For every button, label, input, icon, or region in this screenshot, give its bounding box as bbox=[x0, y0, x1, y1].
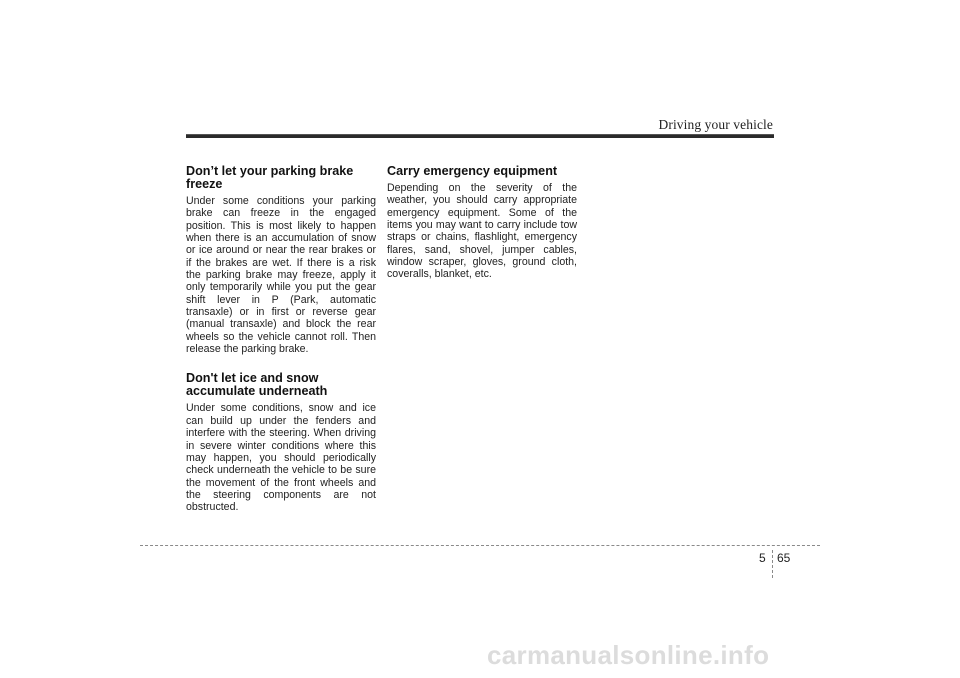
page-number-separator bbox=[772, 550, 773, 578]
parking-brake-body: Under some conditions your parking brake can freeze in the engaged position. This is most likely to happen when there is an accumulation of snow or ice around or near the rear brakes or if the brakes are wet. If there is a risk the parking brake may freeze, apply it only temporarily while you put the gear shift lever in P (Park, automatic transaxle) or in first or reverse gear (manual transaxle) and block the rear wheels so the vehicle cannot roll. Then release the parking brake. bbox=[186, 195, 376, 356]
header-rule bbox=[186, 134, 774, 138]
right-column bbox=[387, 165, 577, 298]
page-number: 65 bbox=[777, 551, 791, 565]
parking-brake-heading: Don’t let your parking brake freeze bbox=[186, 164, 354, 191]
emergency-equipment-heading: Carry emergency equipment bbox=[387, 164, 558, 178]
emergency-equipment-body: Depending on the severity of the weather, you should carry appropriate emergency equipment. Some of the items you may want to carry include tow straps or chains, flashlight, emergency flares, sand, shovel, jumper cables, window scraper, gloves, ground cloth, coveralls, blanket, etc. bbox=[387, 182, 577, 281]
chapter-number: 5 bbox=[759, 551, 766, 565]
ice-snow-body: Under some conditions, snow and ice can build up under the fenders and interfere with the steering. When driving in severe winter conditions where this may happen, you should periodically check underneath the vehicle to be sure the movement of the front wheels and the steering components are not obstructed. bbox=[186, 402, 376, 514]
ice-snow-heading: Don't let ice and snow accumulate underneath bbox=[186, 371, 328, 399]
footer-rule bbox=[140, 545, 820, 546]
running-header-title: Driving your vehicle bbox=[658, 117, 773, 132]
left-column bbox=[186, 165, 376, 531]
watermark: carmanualsonline.info bbox=[487, 640, 770, 670]
